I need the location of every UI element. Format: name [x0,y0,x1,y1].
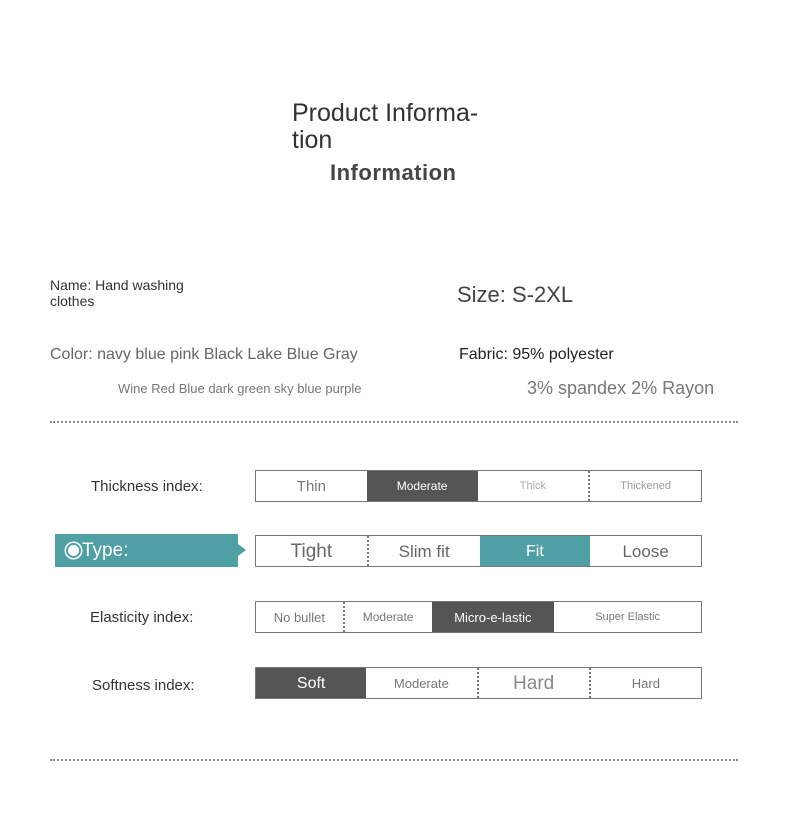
product-name: Name: Hand washing clothes [50,277,184,309]
type-label-tag [55,534,238,567]
product-fabric-line1: Fabric: 95% polyester [459,346,614,363]
product-colors-line1: Color: navy blue pink Black Lake Blue Gray [50,346,358,363]
softness-option-soft: Soft [256,668,366,698]
elasticity-option-micro-elastic: Micro-e-lastic [432,602,555,632]
thickness-option-thickened: Thickened [588,471,701,501]
thickness-label: Thickness index: [91,478,203,495]
product-colors-line2: Wine Red Blue dark green sky blue purple [118,381,362,396]
elasticity-option-moderate: Moderate [343,602,432,632]
arrow-right-icon [238,544,246,556]
product-fabric-line2: 3% spandex 2% Rayon [527,378,715,398]
thickness-option-moderate: Moderate [367,471,478,501]
elasticity-label: Elasticity index: [90,609,194,626]
thickness-option-thin: Thin [296,477,326,495]
softness-label: Softness index: [92,677,195,694]
elasticity-option-no-bullet: No bullet [273,609,326,625]
dotted-divider-bottom [50,759,738,761]
target-icon [68,545,79,556]
thickness-scale [255,470,702,502]
page-title: Product Informa- tion [292,99,479,154]
softness-option-hard-2: Hard [589,668,701,698]
elasticity-option-super-elastic: Super Elastic [595,610,661,623]
softness-option-hard: Hard [477,668,589,698]
softness-scale [255,667,702,699]
type-option-slim-fit: Slim fit [367,536,480,566]
dotted-divider-top [50,421,738,423]
type-scale [255,535,702,567]
page-subtitle: Information [330,160,457,185]
elasticity-scale [255,601,702,633]
type-option-loose: Loose [622,541,669,561]
softness-option-moderate: Moderate [393,675,449,691]
type-option-tight: Tight [290,540,333,562]
product-size: Size: S-2XL [457,282,574,307]
type-option-fit: Fit [480,536,591,566]
type-label: Type: [82,539,129,561]
thickness-option-thick: Thick [519,479,547,492]
